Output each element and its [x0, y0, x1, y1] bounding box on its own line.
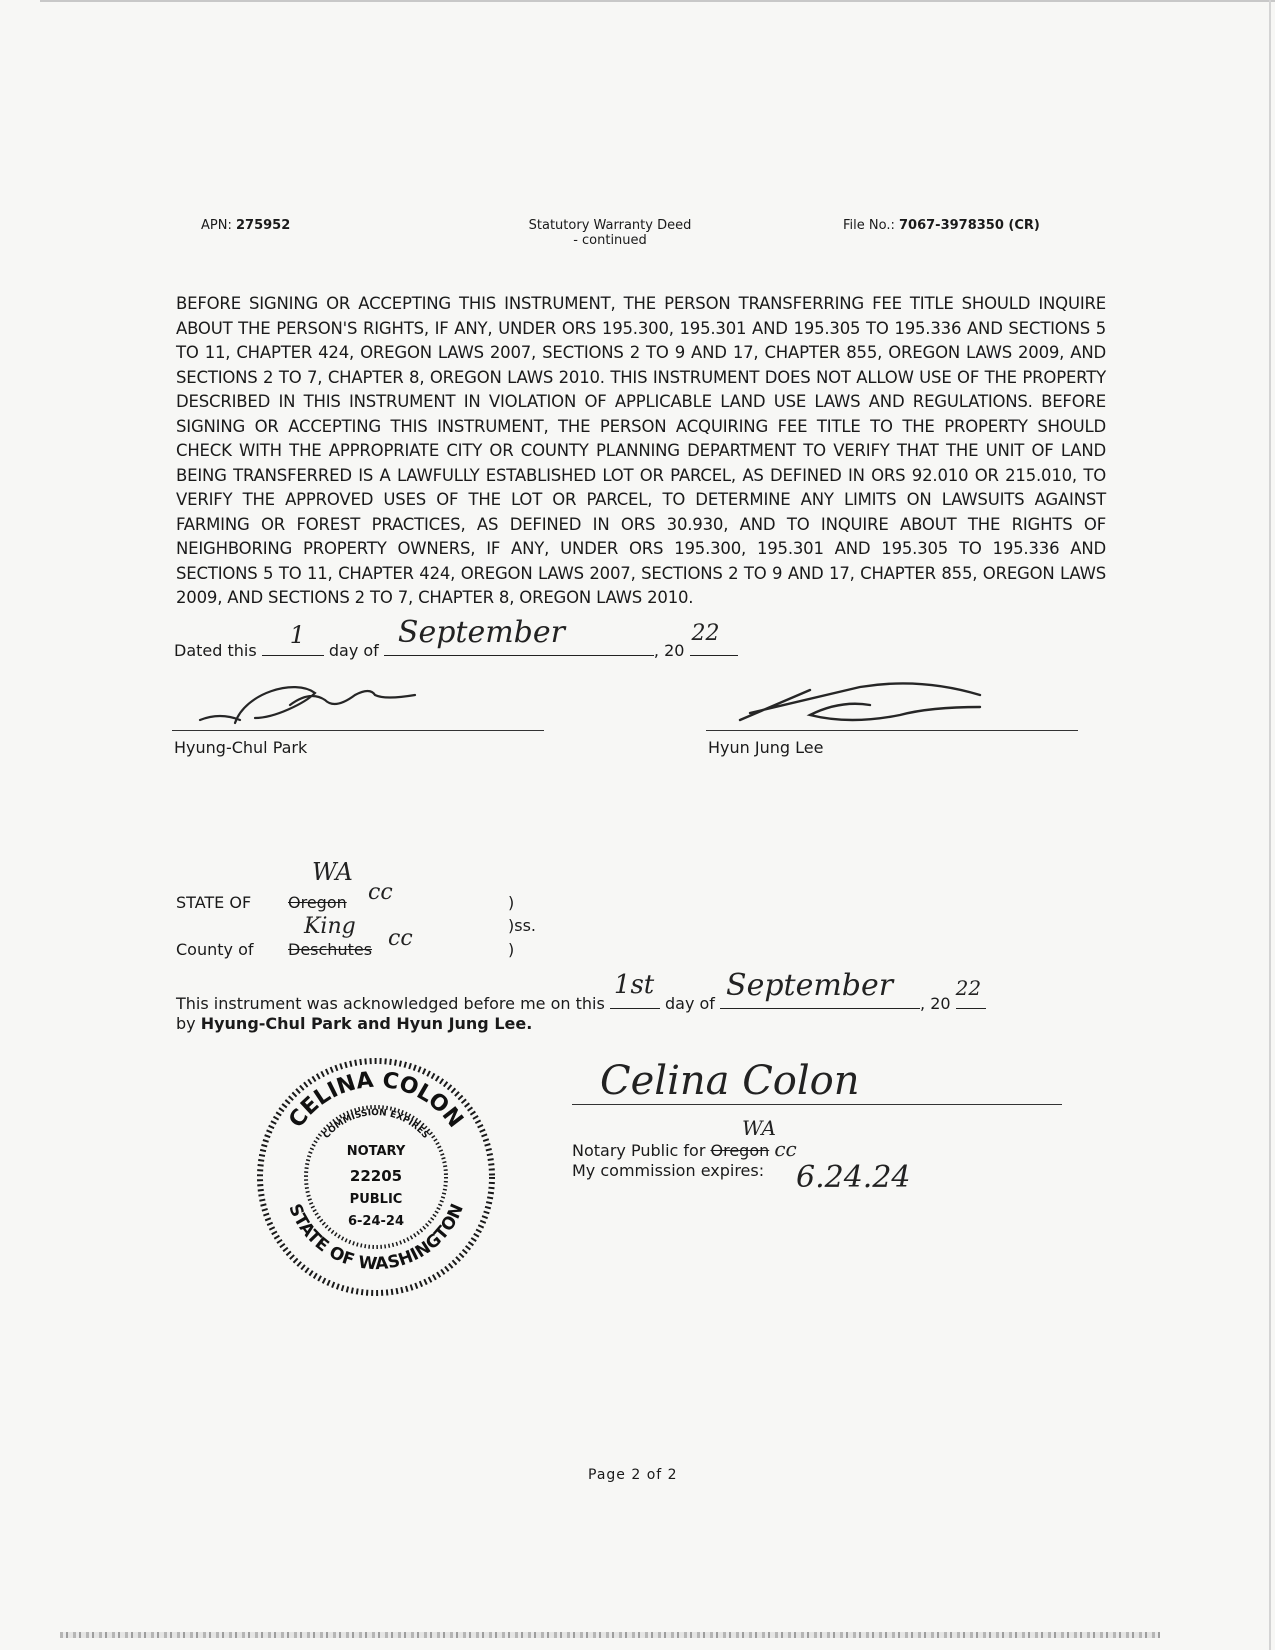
- ack-month-value: September: [726, 968, 894, 1003]
- dated-year-blank: [690, 621, 738, 656]
- apn-label: APN:: [201, 218, 232, 233]
- notary-public-line: [572, 1137, 797, 1161]
- commission-expires-line: [572, 1161, 764, 1180]
- state-initials: cc: [368, 880, 393, 905]
- county-initials: cc: [388, 926, 413, 951]
- ack-day-blank: [610, 970, 660, 1009]
- commission-expires-value: 6.24.24: [796, 1160, 911, 1195]
- ack-day-value: 1st: [613, 970, 655, 1000]
- dated-year-prefix: , 20: [653, 641, 685, 660]
- notary-seal: [256, 1057, 496, 1297]
- page-number: Page 2 of 2: [588, 1467, 678, 1483]
- seal-number: 22205: [349, 1167, 403, 1185]
- signature-hyun-jung-lee: [730, 665, 1030, 735]
- ack-year-blank: [955, 976, 986, 1009]
- scan-edge-top: [40, 0, 1275, 2]
- paren-ss: )ss.: [508, 916, 536, 935]
- ack-mid: day of: [665, 994, 715, 1013]
- dated-line: [174, 615, 738, 660]
- state-label: STATE OF: [176, 893, 252, 912]
- seal-commission: COMMISSION EXPIRES: [321, 1107, 431, 1141]
- file-value: 7067-3978350 (CR): [899, 218, 1040, 233]
- notary-public-written: WA: [742, 1116, 777, 1140]
- land-use-disclaimer: BEFORE SIGNING OR ACCEPTING THIS INSTRUMENT, THE PERSON TRANSFERRING FEE TITLE SHOULD INQUIRE ABOUT THE PERSON'S RIGHTS, IF ANY, UNDER ORS 195.300, 195.301 AND 195.305 TO 195.336 AND SECTIONS 5 TO 11, CHAPTER 424, OREGON LAWS 2007, SECTIONS 2 TO 9 AND 17, CHAPTER 855, OREGON LAWS 2009, AND SECTIONS 2 TO 7, CHAPTER 8, OREGON LAWS 2010. THIS INSTRUMENT DOES NOT ALLOW USE OF THE PROPERTY DESCRIBED IN THIS INSTRUMENT IN VIOLATION OF APPLICABLE LAND USE LAWS AND REGULATIONS. BEFORE SIGNING OR ACCEPTING THIS INSTRUMENT, THE PERSON ACQUIRING FEE TITLE TO THE PROPERTY SHOULD CHECK WITH THE APPROPRIATE CITY OR COUNTY PLANNING DEPARTMENT TO VERIFY THAT THE UNIT OF LAND BEING TRANSFERRED IS A LAWFULLY ESTABLISHED LOT OR PARCEL, AS DEFINED IN ORS 92.010 OR 215.010, TO VERIFY THE APPROVED USES OF THE LOT OR PARCEL, TO DETERMINE ANY LIMITS ON LAWSUITS AGAINST FARMING OR FOREST PRACTICES, AS DEFINED IN ORS 30.930, AND TO INQUIRE ABOUT THE RIGHTS OF NEIGHBORING PROPERTY OWNERS, IF ANY, UNDER ORS 195.300, 195.301 AND 195.305 TO 195.336 AND SECTIONS 5 TO 11, CHAPTER 424, OREGON LAWS 2007, SECTIONS 2 TO 9 AND 17, CHAPTER 855, OREGON LAWS 2009, AND SECTIONS 2 TO 7, CHAPTER 8, OREGON LAWS 2010.: [176, 294, 1106, 607]
- signer-left-name: Hyung-Chul Park: [174, 738, 308, 757]
- seal-public: PUBLIC: [349, 1192, 403, 1207]
- ack-by-names: Hyung-Chul Park and Hyun Jung Lee.: [200, 1014, 533, 1033]
- file-label: File No.:: [843, 218, 895, 233]
- seal-state: STATE OF WASHINGTON: [284, 1201, 468, 1275]
- dated-month-blank: [384, 615, 654, 656]
- doc-title: Statutory Warranty Deed: [528, 218, 692, 233]
- dated-month-value: September: [397, 615, 565, 650]
- signer-right-name: Hyun Jung Lee: [708, 738, 824, 757]
- dated-mid: day of: [328, 641, 379, 660]
- seal-name: CELINA COLON: [284, 1067, 468, 1133]
- file-number: [843, 218, 1040, 233]
- apn-value: 275952: [235, 218, 291, 233]
- seal-date: 6-24-24: [347, 1214, 405, 1229]
- notary-public-struck: Oregon: [710, 1141, 770, 1160]
- state-struck: Oregon: [288, 893, 347, 912]
- signature-line-right: [706, 730, 1078, 731]
- notary-public-initials: cc: [774, 1137, 797, 1161]
- signature-hyung-chul-park: [190, 665, 450, 735]
- scan-artifact-bottom: [60, 1632, 1160, 1638]
- state-written: WA: [312, 858, 353, 886]
- signature-line-left: [172, 730, 544, 731]
- ack-year-value: 22: [955, 976, 982, 1000]
- notary-public-label: Notary Public for: [572, 1141, 706, 1160]
- notary-signature: Celina Colon: [600, 1058, 860, 1104]
- ack-year-prefix: , 20: [920, 994, 951, 1013]
- dated-year-value: 22: [691, 621, 720, 646]
- doc-subtitle: - continued: [573, 233, 647, 248]
- paren-top: ): [508, 893, 515, 912]
- seal-notary: NOTARY: [346, 1144, 406, 1159]
- county-struck: Deschutes: [288, 940, 373, 959]
- county-written: King: [304, 914, 356, 939]
- dated-day-value: 1: [289, 621, 306, 649]
- scan-edge-right: [1269, 0, 1271, 1650]
- ack-by-prefix: by: [176, 1014, 196, 1033]
- paren-bottom: ): [508, 940, 515, 959]
- dated-day-blank: [262, 621, 324, 656]
- dated-prefix: Dated this: [174, 641, 257, 660]
- ack-month-blank: [720, 968, 920, 1009]
- county-label: County of: [176, 940, 254, 959]
- apn: [201, 218, 290, 233]
- ack-text-before: This instrument was acknowledged before me on this: [176, 994, 605, 1013]
- acknowledgment-line: [176, 968, 986, 1013]
- doc-title-block: [500, 218, 720, 248]
- ack-by-line: [176, 1014, 532, 1033]
- notary-signature-line: [572, 1104, 1062, 1105]
- commission-expires-label: My commission expires:: [572, 1161, 765, 1180]
